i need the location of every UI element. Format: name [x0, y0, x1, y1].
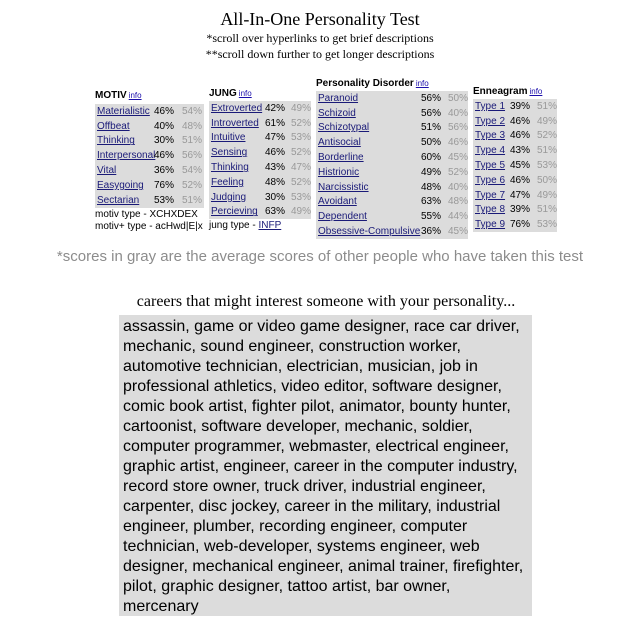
- enneagram-row: [473, 143, 557, 158]
- enneagram-average-score: 53%: [536, 219, 557, 231]
- motiv-trait-link[interactable]: Thinking: [97, 135, 135, 147]
- motiv-title: MOTIV: [95, 90, 127, 101]
- enneagram-row: [473, 173, 557, 188]
- jung-trait-link[interactable]: Judging: [211, 191, 247, 203]
- motiv-score: 36%: [153, 165, 174, 177]
- jung-trait-link[interactable]: Thinking: [211, 162, 249, 174]
- jung-row: [209, 116, 311, 131]
- motiv-average-score: 56%: [181, 150, 202, 162]
- disorder-average-score: 50%: [447, 92, 468, 104]
- enneagram-heading: [473, 86, 557, 98]
- disorder-info-link[interactable]: info: [415, 79, 429, 88]
- motiv-info-link[interactable]: info: [128, 91, 142, 100]
- disorder-row: [316, 121, 468, 136]
- enneagram-trait-link[interactable]: Type 9: [475, 219, 506, 231]
- enneagram-row: [473, 158, 557, 173]
- jung-average-score: 52%: [290, 176, 311, 188]
- enneagram-score: 46%: [509, 174, 530, 186]
- enneagram-average-score: 51%: [536, 145, 557, 157]
- jung-row: [209, 160, 311, 175]
- motiv-type: motiv type - XCHXDEX: [95, 208, 198, 220]
- disorder-average-score: 48%: [447, 196, 468, 208]
- jung-score: 61%: [264, 117, 285, 129]
- disorder-row: [316, 180, 468, 195]
- disorder-trait-link[interactable]: Schizoid: [318, 107, 356, 119]
- jung-trait-link[interactable]: Feeling: [211, 176, 244, 188]
- jung-trait-link[interactable]: Percieving: [211, 206, 258, 218]
- enneagram-row: [473, 188, 557, 203]
- disorder-score: 60%: [420, 152, 441, 164]
- jung-score: 47%: [264, 132, 285, 144]
- motiv-trait-link[interactable]: Sectarian: [97, 194, 140, 206]
- motiv-trait-link[interactable]: Offbeat: [97, 120, 130, 132]
- enneagram-row: [473, 203, 557, 218]
- enneagram-title: Enneagram: [473, 86, 528, 97]
- enneagram-table: [473, 99, 557, 232]
- motiv-score: 30%: [153, 135, 174, 147]
- motiv-average-score: 54%: [181, 165, 202, 177]
- disorder-score: 63%: [420, 196, 441, 208]
- enneagram-average-score: 49%: [536, 189, 557, 201]
- disorder-trait-link[interactable]: Borderline: [318, 152, 364, 164]
- disorder-trait-link[interactable]: Narcissistic: [318, 181, 369, 193]
- jung-type: [209, 220, 311, 231]
- disorder-average-score: 46%: [447, 137, 468, 149]
- disorder-score: 51%: [420, 122, 441, 134]
- disorder-score: 56%: [420, 92, 441, 104]
- jung-trait-link[interactable]: Sensing: [211, 147, 248, 159]
- enneagram-score: 39%: [509, 100, 530, 112]
- motiv-row: [95, 193, 204, 208]
- disorder-row: [316, 195, 468, 210]
- enneagram-average-score: 52%: [536, 130, 557, 142]
- disorder-score: 36%: [420, 226, 441, 238]
- jung-row: [209, 175, 311, 190]
- jung-average-score: 53%: [290, 132, 311, 144]
- enneagram-score: 45%: [509, 160, 530, 172]
- motiv-table: [95, 104, 204, 208]
- disorder-average-score: 52%: [447, 166, 468, 178]
- motiv-block: [95, 90, 204, 232]
- disorder-score: 49%: [420, 166, 441, 178]
- enneagram-average-score: 50%: [536, 174, 557, 186]
- jung-row: [209, 145, 311, 160]
- motiv-row: [95, 104, 204, 119]
- enneagram-average-score: 49%: [536, 115, 557, 127]
- disorder-row: [316, 135, 468, 150]
- disorder-block: [316, 78, 468, 239]
- jung-average-score: 52%: [290, 117, 311, 129]
- enneagram-score: 76%: [509, 219, 530, 231]
- page-title: All-In-One Personality Test: [220, 9, 420, 29]
- disorder-trait-link[interactable]: Histrionic: [318, 166, 360, 178]
- enneagram-score: 47%: [509, 189, 530, 201]
- jung-trait-link[interactable]: Introverted: [211, 117, 259, 129]
- careers-list: assassin, game or video game designer, race car driver, mechanic, sound engineer, construction worker, automotive technician, electrician, musician, job in professional athletics, video editor, software designer, comic book artist, fighter pilot, animator, bounty hunter, cartoonist, software developer, mechanic, soldier, computer programmer, webmaster, electrical engineer, graphic artist, engineer, career in the computer industry, record store owner, truck driver, industrial engineer, carpenter, disc jockey, career in the military, industrial engineer, plumber, recording engineer, computer technician, web-developer, systems engineer, web designer, mechanical engineer, animal trainer, firefighter, pilot, graphic designer, tattoo artist, bar owner, mercenary: [119, 315, 532, 616]
- motiv-score: 46%: [153, 105, 174, 117]
- motiv-row: [95, 119, 204, 134]
- jung-title: JUNG: [209, 88, 237, 99]
- disorder-row: [316, 106, 468, 121]
- disorder-average-score: 40%: [447, 107, 468, 119]
- enneagram-row: [473, 129, 557, 144]
- careers-heading: careers that might interest someone with your personality...: [136, 293, 516, 310]
- disorder-score: 56%: [420, 107, 441, 119]
- motiv-trait-link[interactable]: Interpersonal: [97, 150, 156, 162]
- average-scores-note: *scores in gray are the average scores of other people who have taken this test: [56, 248, 584, 265]
- motiv-plus-type: motiv+ type - acHwd|E|x: [95, 220, 203, 232]
- jung-average-score: 47%: [290, 162, 311, 174]
- disorder-trait-link[interactable]: Paranoid: [318, 92, 359, 104]
- enneagram-trait-link[interactable]: Type 8: [475, 204, 506, 216]
- motiv-trait-link[interactable]: Materialistic: [97, 105, 150, 117]
- enneagram-average-score: 53%: [536, 160, 557, 172]
- disorder-average-score: 56%: [447, 122, 468, 134]
- disorder-row: [316, 224, 468, 239]
- enneagram-score: 39%: [509, 204, 530, 216]
- enneagram-average-score: 51%: [536, 204, 557, 216]
- disorder-trait-link[interactable]: Avoidant: [318, 196, 357, 208]
- motiv-average-score: 48%: [181, 120, 202, 132]
- motiv-average-score: 51%: [181, 135, 202, 147]
- hover-hint: *scroll over hyperlinks to get brief descriptions: [206, 31, 434, 45]
- jung-score: 48%: [264, 176, 285, 188]
- motiv-score: 40%: [153, 120, 174, 132]
- page-header: [0, 8, 640, 62]
- disorder-row: [316, 165, 468, 180]
- motiv-average-score: 54%: [181, 105, 202, 117]
- enneagram-average-score: 51%: [536, 100, 557, 112]
- jung-type-prefix: jung type -: [209, 220, 259, 232]
- disorder-heading: [316, 78, 468, 90]
- enneagram-block: [473, 86, 557, 232]
- jung-trait-link[interactable]: Intuitive: [211, 132, 246, 144]
- enneagram-info-link[interactable]: info: [529, 87, 543, 96]
- jung-block: [209, 88, 311, 231]
- disorder-average-score: 45%: [447, 152, 468, 164]
- motiv-trait-link[interactable]: Vital: [97, 165, 117, 177]
- motiv-score: 76%: [153, 179, 174, 191]
- enneagram-trait-link[interactable]: Type 2: [475, 115, 506, 127]
- disorder-score: 55%: [420, 211, 441, 223]
- disorder-average-score: 40%: [447, 181, 468, 193]
- jung-average-score: 49%: [290, 102, 311, 114]
- enneagram-row: [473, 99, 557, 114]
- enneagram-trait-link[interactable]: Type 6: [475, 174, 506, 186]
- enneagram-trait-link[interactable]: Type 3: [475, 130, 506, 142]
- disorder-row: [316, 150, 468, 165]
- enneagram-score: 46%: [509, 115, 530, 127]
- disorder-row: [316, 91, 468, 106]
- motiv-row: [95, 163, 204, 178]
- motiv-score: 53%: [153, 194, 174, 206]
- enneagram-score: 46%: [509, 130, 530, 142]
- motiv-score: 46%: [153, 150, 174, 162]
- disorder-average-score: 44%: [447, 211, 468, 223]
- enneagram-row: [473, 217, 557, 232]
- disorder-average-score: 45%: [447, 226, 468, 238]
- enneagram-row: [473, 114, 557, 129]
- jung-score: 42%: [264, 102, 285, 114]
- jung-row: [209, 190, 311, 205]
- jung-type-link[interactable]: INFP: [258, 220, 282, 232]
- motiv-heading: [95, 90, 204, 102]
- scroll-hint: **scroll down further to get longer descriptions: [205, 47, 435, 61]
- jung-table: [209, 101, 311, 219]
- jung-heading: [209, 88, 311, 100]
- jung-row: [209, 101, 311, 116]
- jung-score: 43%: [264, 162, 285, 174]
- jung-score: 63%: [264, 206, 285, 218]
- jung-average-score: 53%: [290, 191, 311, 203]
- motiv-row: [95, 148, 204, 163]
- enneagram-trait-link[interactable]: Type 4: [475, 145, 506, 157]
- disorder-trait-link[interactable]: Obsessive-Compulsive: [318, 226, 421, 238]
- disorder-row: [316, 209, 468, 224]
- jung-row: [209, 205, 311, 220]
- jung-average-score: 49%: [290, 206, 311, 218]
- jung-trait-link[interactable]: Extroverted: [211, 102, 263, 114]
- motiv-row: [95, 178, 204, 193]
- disorder-trait-link[interactable]: Schizotypal: [318, 122, 370, 134]
- jung-average-score: 52%: [290, 147, 311, 159]
- disorder-table: [316, 91, 468, 239]
- enneagram-score: 43%: [509, 145, 530, 157]
- disorder-title: Personality Disorder: [316, 78, 414, 89]
- jung-info-link[interactable]: info: [238, 89, 252, 98]
- enneagram-trait-link[interactable]: Type 1: [475, 100, 506, 112]
- enneagram-trait-link[interactable]: Type 5: [475, 160, 506, 172]
- jung-score: 30%: [264, 191, 285, 203]
- jung-row: [209, 131, 311, 146]
- motiv-average-score: 52%: [181, 179, 202, 191]
- disorder-score: 48%: [420, 181, 441, 193]
- enneagram-trait-link[interactable]: Type 7: [475, 189, 506, 201]
- motiv-average-score: 51%: [181, 194, 202, 206]
- motiv-row: [95, 134, 204, 149]
- disorder-trait-link[interactable]: Dependent: [318, 211, 367, 223]
- disorder-trait-link[interactable]: Antisocial: [318, 137, 361, 149]
- disorder-score: 50%: [420, 137, 441, 149]
- motiv-trait-link[interactable]: Easygoing: [97, 179, 144, 191]
- jung-score: 46%: [264, 147, 285, 159]
